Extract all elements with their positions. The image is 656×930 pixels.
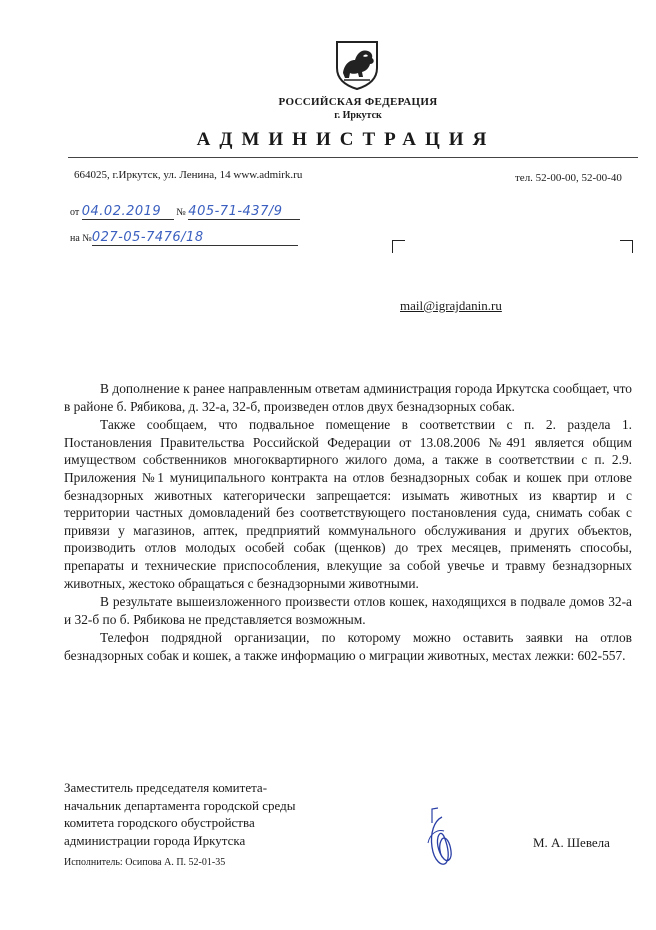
recipient-corner-left (392, 240, 405, 253)
number-label: № (176, 207, 186, 218)
recipient-email: mail@igrajdanin.ru (400, 298, 502, 313)
position-line: администрации города Иркутска (64, 832, 246, 848)
position-line: комитета городского обустройства (64, 815, 255, 831)
handwritten-signature (418, 803, 466, 873)
body-paragraph: Телефон подрядной организации, по которому можно оставить заявки на отлов безнадзорных собак и кошек, а также информацию о миграции животных, местах лежки: 602-557. (64, 630, 632, 663)
body-paragraph: Также сообщаем, что подвальное помещение в соответствии с п. 2. раздела 1. Постановления Правительства Российской Федерации от 13.08.2006 №491 является общим имуществом собственников многоквартирного жилого дома, а также в соответствии с п. 2.9. Приложения №1 муниципального контракта на отлов безнадзорных собак и кошек при отлове безнадзорных животных категорически запрещается: изымать животных из квартир и с территории частных домовладений без соответствующего постановления суда, снимать собак с привязи у магазинов, аптек, предприятий коммунального обслуживания и других объектов, производить отлов молодых особей собак (щенков) до трех месяцев, применять способы, препараты и технические приспособления, влекущие за собой увечье и травму безнадзорных животных, жестоко обращаться с безнадзорными животными. (64, 417, 632, 591)
phone-numbers: тел. 52-00-00, 52-00-40 (515, 172, 622, 184)
irkutsk-coat-of-arms-icon (334, 40, 380, 90)
outgoing-number: 405-71-437/9 (188, 204, 300, 220)
recipient-corner-right (620, 240, 633, 253)
city-name: г. Иркутск (334, 110, 382, 121)
header-divider (68, 157, 638, 158)
executor-info: Исполнитель: Осипова А. П. 52-01-35 (64, 857, 226, 868)
reply-label: на № (70, 233, 92, 244)
body-paragraph: В результате вышеизложенного произвести отлов кошек, находящихся в подвале домов 32-а и 32-б по б. Рябикова не представляется возможным. (64, 594, 632, 627)
signatory-name: М. А. Шевела (533, 835, 610, 850)
letter-body (64, 380, 632, 666)
address-line: 664025, г.Иркутск, ул. Ленина, 14 www.admirk.ru (74, 169, 303, 181)
reply-number: 027-05-7476/18 (92, 230, 298, 246)
position-line: Заместитель председателя комитета- (64, 780, 268, 795)
from-label: от (70, 207, 80, 218)
administration-title: АДМИНИСТРАЦИЯ (196, 129, 496, 150)
country-name: РОССИЙСКАЯ ФЕДЕРАЦИЯ (278, 96, 438, 108)
signatory-position (64, 779, 296, 849)
position-line: начальник департамента городской среды (64, 797, 296, 813)
outgoing-reference (70, 204, 300, 250)
body-paragraph: В дополнение к ранее направленным ответам администрация города Иркутска сообщает, что в районе б. Рябикова, д. 32-а, 32-б, произведен отлов двух безнадзорных собак. (64, 381, 632, 414)
outgoing-date: 04.02.2019 (82, 204, 174, 220)
